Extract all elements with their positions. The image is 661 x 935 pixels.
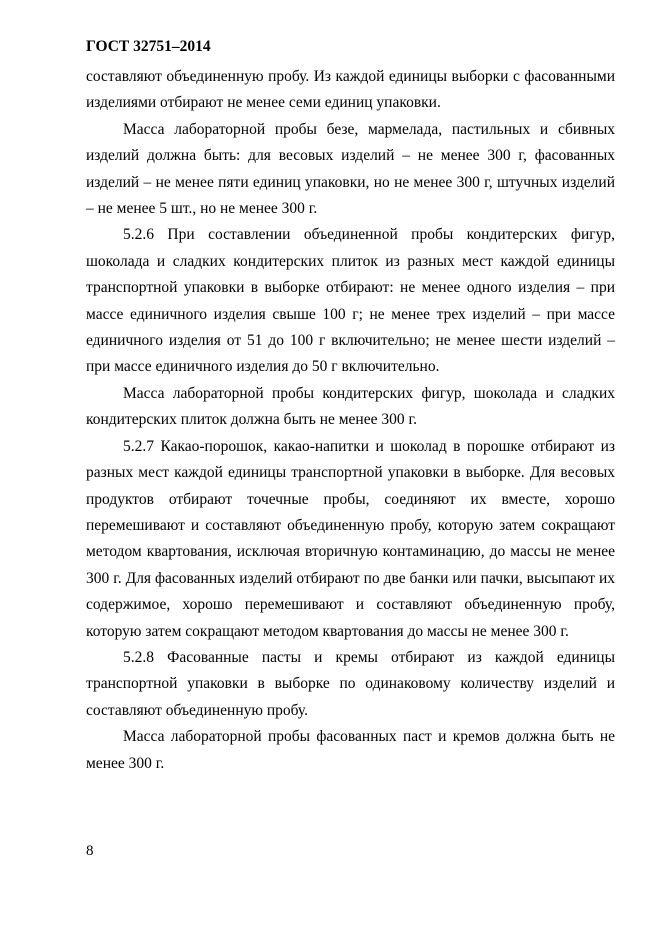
- paragraph-meringue-mass: Масса лабораторной пробы безе, мармелада, пастильных и сбивных изделий должна быть: для весовых изделий – не менее 300 г, фасованных изделий – не менее пяти единиц упаковки, но не менее 300 г, штучных изделий – не менее 5 шт., но не менее 300 г.: [86, 120, 615, 218]
- paragraph-paste-mass: Масса лабораторной пробы фасованных паст и кремов должна быть не менее 300 г.: [86, 728, 615, 772]
- paragraph-continuation: составляют объединенную пробу. Из каждой единицы выборки с фасованными изделиями отбирают не менее семи единиц упаковки.: [86, 68, 615, 112]
- paragraph-5-2-8: 5.2.8 Фасованные пасты и кремы отбирают из каждой единицы транспортной упаковки в выборке по одинаковому количеству изделий и составляют объединенную пробу.: [86, 648, 615, 719]
- page-number: 8: [86, 843, 94, 859]
- paragraph-chocolate-mass: Масса лабораторной пробы кондитерских фигур, шоколада и сладких кондитерских плиток должна быть не менее 300 г.: [86, 384, 615, 429]
- document-header: ГОСТ 32751–2014: [86, 38, 211, 55]
- paragraph-5-2-6: 5.2.6 При составлении объединенной пробы кондитерских фигур, шоколада и сладких кондитерских плиток из разных мест каждой единицы транспортной упаковки в выборке отбирают: не менее одного изделия – при массе единичного изделия свыше 100 г; не менее трех изделий – при массе единичного изделия от 51 до 100 г включительно; не менее шести изделий – при массе единичного изделия до 50 г включительно.: [86, 226, 615, 376]
- document-body: [86, 64, 615, 777]
- paragraph-5-2-7: 5.2.7 Какао-порошок, какао-напитки и шоколад в порошке отбирают из разных мест каждой единицы транспортной упаковки в выборке. Для весовых продуктов отбирают точечные пробы, соединяют их вместе, хорошо перемешивают и составляют объединенную пробу, которую затем сокращают методом квартования, исключая вторичную контаминацию, до массы не менее 300 г. Для фасованных изделий отбирают по две банки или пачки, высыпают их содержимое, хорошо перемешивают и составляют объединенную пробу, которую затем сокращают методом квартования до массы не менее 300 г.: [86, 437, 615, 640]
